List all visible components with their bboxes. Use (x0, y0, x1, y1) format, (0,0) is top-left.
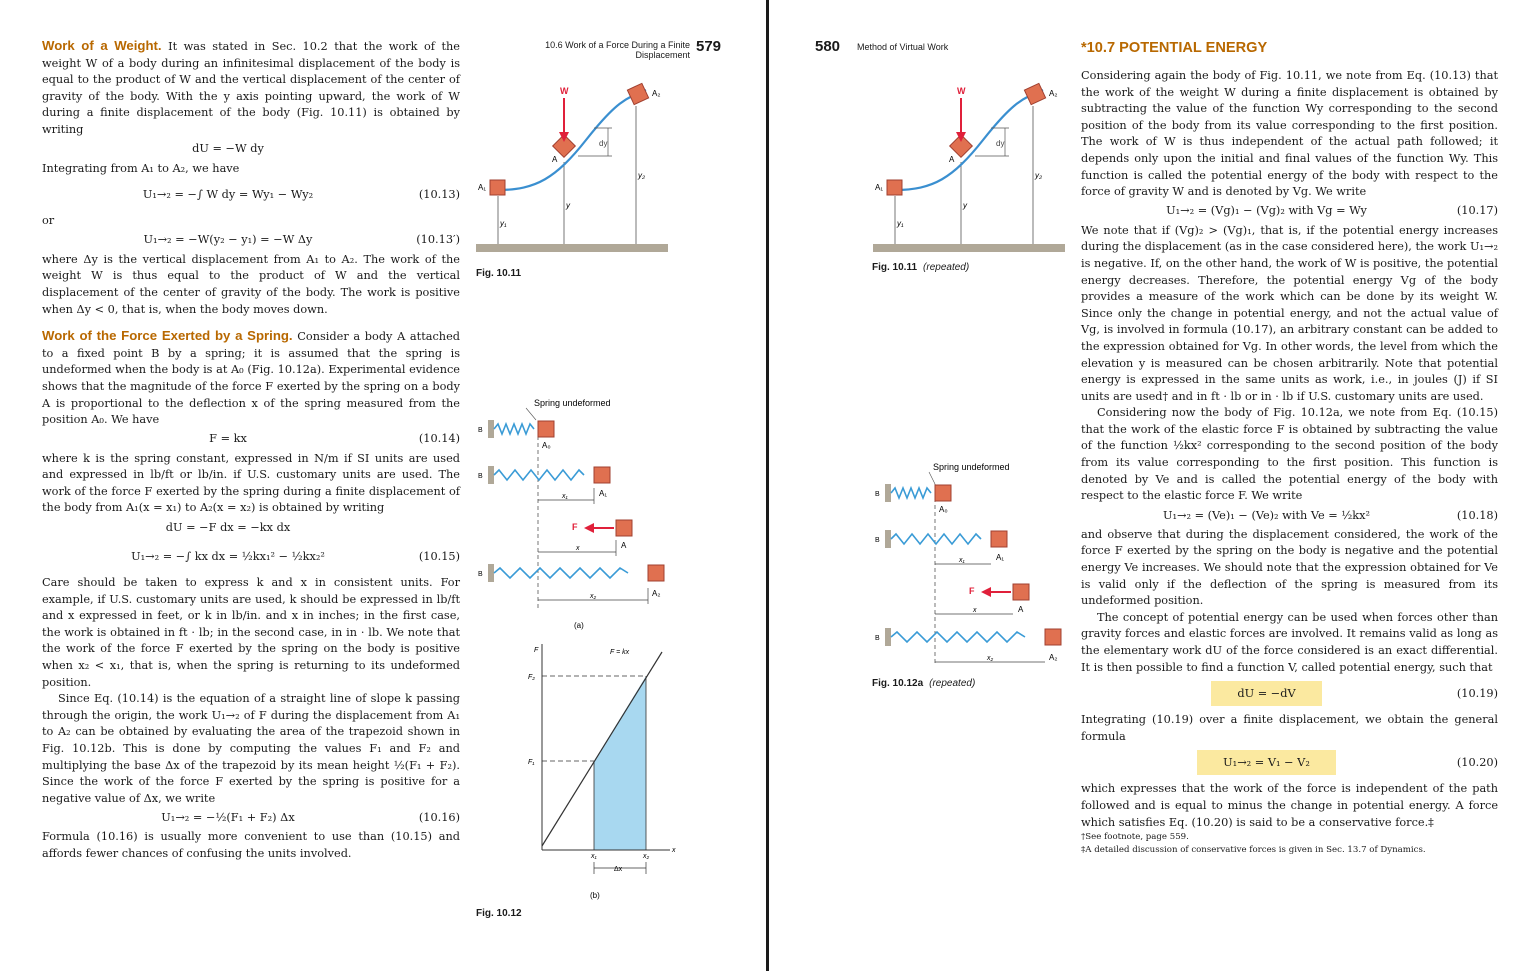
block-a1 (887, 180, 902, 195)
figure-caption (476, 908, 522, 919)
label-a: A (1018, 605, 1024, 614)
text: It was stated in Sec. 10.2 that the work of the weight W of a body during an infinitesimal displacement of the body is equal to the product of W and the vertical displacement of the center of gravity of the body. With the y axis pointing upward, the work of W during a finite displacement of the body (Fig. 10.11) is obtained by writing (42, 40, 460, 136)
label-b: B (478, 571, 483, 578)
label-x-axis: x (672, 847, 676, 854)
label-f1: F₁ (528, 759, 535, 766)
label-y: y (566, 201, 570, 210)
label-f: F (572, 522, 578, 532)
path-curve (498, 90, 646, 190)
right-text-column (1081, 38, 1498, 857)
label-line: F = kx (610, 649, 630, 656)
label-b: B (875, 537, 880, 544)
paragraph: Care should be taken to express k and x in consistent units. For example, if U.S. customary units are used, k should be expressed in lb/ft and x expressed in feet, or k in lb/in. and x in inches; in the first case, the work is obtained in ft · lb; in the second case, in in · lb. We note that the work of the force F exerted by the spring on the body is positive when x₂ < x₁, that is, when the spring is returning to its undeformed position. (42, 576, 460, 689)
work-area (594, 676, 646, 850)
equation-body (1081, 686, 1452, 703)
label-x2: x₂ (987, 655, 994, 662)
leader-line (526, 408, 536, 420)
paragraph: Formula (10.16) is usually more convenient to use than (10.15) and affords fewer chances of confusing the units involved. (42, 830, 460, 860)
paragraph: Since Eq. (10.14) is the equation of a straight line of slope k passing through the origin, the work U₁→₂ of F during the displacement from A₁ to A₂ can be obtained by evaluating the area of the trapezoid shown in Fig. 10.12b. This is done by computing the values F₁ and F₂ and multiplying the base Δx of the trapezoid by its mean height ½(F₁ + F₂). Since the work of the force F exerted by the spring is positive for a negative value of Δx, we write (42, 692, 460, 805)
equation-body: U₁→₂ = (Ve)₁ − (Ve)₂ with Ve = ½kx² (1162, 508, 1371, 522)
equation (42, 230, 460, 252)
footnote: ‡A detailed discussion of conservative forces is given in Sec. 13.7 of Dynamics. (1081, 845, 1426, 856)
equation (42, 429, 460, 451)
equation-body: dU = −F dx = −kx dx (165, 520, 291, 534)
figure-caption (872, 262, 969, 273)
label-a1: A₁ (875, 183, 884, 192)
equation-number: (10.17) (1456, 204, 1498, 218)
leader-line (929, 472, 935, 484)
spring (891, 632, 1025, 642)
label-f2: F₂ (528, 674, 535, 681)
force-arrowhead (981, 587, 991, 597)
label-a: A (949, 155, 955, 164)
label-sub-b: (b) (590, 891, 600, 900)
paragraph: which expresses that the work of the force is independent of the path followed and is equal to minus the change in potential energy. A force which satisfies Eq. (10.20) is said to be a conservative force.‡ (1081, 782, 1498, 829)
left-page (0, 0, 766, 971)
label-a2: A₂ (1049, 89, 1058, 98)
label-x2: x₂ (643, 853, 650, 860)
left-text-column (42, 38, 460, 863)
label-x1: x₁ (591, 853, 597, 860)
figure-10-11 (476, 68, 672, 268)
block-a1 (490, 180, 505, 195)
equation (1081, 201, 1498, 223)
equation-body: F = kx (209, 432, 247, 446)
equation-body: U₁→₂ = −½(F₁ + F₂) Δx (161, 811, 295, 825)
label-y2: y₂ (638, 171, 646, 180)
equation (42, 807, 460, 829)
heading-work-of-spring: Work of the Force Exerted by a Spring. (42, 328, 293, 344)
label-dy: dy (599, 139, 608, 148)
spring (891, 488, 931, 498)
figure-10-12b (520, 640, 680, 860)
paragraph: and observe that during the displacement considered, the work of the force F exerted by the spring on the body is negative and the potential energy Ve increases. We should note that the expression obtained for Ve is valid only if the deflection of the spring is measured from its undeformed position. (1081, 527, 1498, 608)
label-y: y (963, 201, 967, 210)
equation-body (1081, 755, 1452, 772)
equation-number: (10.13′) (416, 233, 460, 247)
label-a2: A₂ (652, 89, 661, 98)
block-a2 (627, 83, 648, 104)
spring (494, 424, 534, 434)
footnote: †See footnote, page 559. (1081, 832, 1189, 843)
label-a1: A₁ (996, 553, 1005, 562)
label-b: B (478, 473, 483, 480)
spring (494, 568, 628, 578)
label-a2: A₂ (1049, 653, 1058, 662)
wall-b (885, 628, 891, 646)
figure-10-12a (476, 392, 676, 632)
page-number: 580 (815, 38, 841, 55)
figure-caption (872, 678, 975, 689)
paragraph: Integrating (10.19) over a finite displacement, we obtain the general formula (1081, 713, 1498, 743)
equation-body: U₁→₂ = −∫ kx dx = ½kx₁² − ½kx₂² (131, 549, 325, 563)
label-b: B (875, 491, 880, 498)
figure-caption (476, 268, 521, 279)
label-y1: y₁ (897, 219, 904, 228)
paragraph: Considering again the body of Fig. 10.11, we note from Eq. (10.13) that the work of the weight W during a finite displacement is obtained by subtracting the value of the function Wy corresponding to the second position of the body from its value corresponding to the first position. The work of W is thus independent of the actual path followed; it depends only upon the initial and final values of the function Wy. This function is called the potential energy of the body with respect to the force of gravity W and is denoted by Vg. We write (1081, 69, 1498, 199)
right-page (769, 0, 1536, 971)
label-x2: x₂ (590, 593, 597, 600)
wall-b (488, 564, 494, 582)
figure-repeated-note: (repeated) (929, 678, 976, 689)
force-arrowhead (584, 523, 594, 533)
equation-number: (10.13) (418, 187, 460, 201)
spring (891, 534, 981, 544)
label-f: F (969, 586, 975, 596)
equation-highlighted (1081, 676, 1498, 712)
equation-body: dU = −W dy (192, 142, 264, 156)
equation (42, 517, 460, 539)
label-x: x (576, 545, 580, 552)
equation-number: (10.20) (1456, 756, 1498, 770)
path-curve (895, 90, 1043, 190)
label-a1: A₁ (599, 489, 608, 498)
label-x1: x₁ (959, 557, 965, 564)
label-b: B (875, 635, 880, 642)
label-spring-undeformed: Spring undeformed (534, 398, 611, 408)
equation-body: U₁→₂ = −W(y₂ − y₁) = −W Δy (143, 233, 313, 247)
equation (42, 539, 460, 575)
label-x1: x₁ (562, 493, 568, 500)
equation-body: U₁→₂ = (Vg)₁ − (Vg)₂ with Vg = Wy (1166, 204, 1367, 218)
block-a2 (1045, 629, 1061, 645)
label-w: W (957, 86, 966, 96)
figure-10-11-repeated (873, 68, 1069, 268)
figure-label: Fig. 10.11 (476, 268, 522, 279)
label-w: W (560, 86, 569, 96)
running-title: 10.6 Work of a Force During a Finite Displacement (545, 40, 690, 60)
wall-b (885, 484, 891, 502)
paragraph: We note that if (Vg)₂ > (Vg)₁, that is, if the potential energy increases during the displacement (as in the case considered here), the work U₁→₂ is negative. If, on the other hand, the work of W is positive, the potential energy decreases. Therefore, the potential energy Vg of the body provides a measure of the work which can be done by its weight W. Since only the change in potential energy, and not the actual value of Vg, is involved in formula (10.17), an arbitrary constant can be added to the expression obtained for Vg. In other words, the level from which the elevation y is measured can be chosen arbitrarily. Note that potential energy is expressed in the same units as work, i.e., in joules (J) if SI units are used† and in ft · lb or in · lb if U.S. customary units are used. (1081, 223, 1498, 403)
ground (476, 244, 668, 252)
wall-b (885, 530, 891, 548)
label-b: B (478, 427, 483, 434)
figure-label: Fig. 10.12 (476, 908, 522, 919)
label-sub-a: (a) (574, 621, 584, 630)
figure-label: Fig. 10.11 (872, 262, 918, 273)
label-spring-undeformed: Spring undeformed (933, 462, 1010, 472)
label-dy: dy (996, 139, 1005, 148)
wall-b (488, 420, 494, 438)
equation-highlighted (1081, 745, 1498, 781)
label-dx: Δx (614, 866, 623, 873)
paragraph: where k is the spring constant, expressed in N/m if SI units are used and expressed in lb/ft or lb/in. if U.S. customary units are used. The work of the force F exerted by the spring during a finite displacement of the body from A₁(x = x₁) to A₂(x = x₂) is obtained by writing (42, 451, 460, 515)
block-a2 (1024, 83, 1045, 104)
equation-number: (10.14) (418, 432, 460, 446)
label-a0: A₀ (939, 505, 948, 514)
equation (42, 139, 460, 161)
label-a0: A₀ (542, 441, 551, 450)
paragraph (42, 328, 460, 429)
paragraph: The concept of potential energy can be used when forces other than gravity forces and elastic forces are involved. It remains valid as long as the elementary work dU of the force considered is an exact differential. It is then possible to find a function V, called potential energy, such that (1081, 610, 1498, 674)
equation-number: (10.19) (1456, 686, 1498, 700)
equation (1081, 505, 1498, 527)
equation-number: (10.18) (1456, 508, 1498, 522)
ground (873, 244, 1065, 252)
label-a2: A₂ (652, 589, 661, 598)
label-a: A (621, 541, 627, 550)
heading-work-of-weight: Work of a Weight. (42, 38, 162, 53)
equation-text: U₁→₂ = V₁ − V₂ (1197, 750, 1336, 775)
label-a: A (552, 155, 558, 164)
equation-body: U₁→₂ = −∫ W dy = Wy₁ − Wy₂ (142, 187, 314, 201)
equation-number: (10.15) (418, 549, 460, 563)
text: Consider a body A attached to a fixed point B by a spring; it is assumed that the spring is undeformed when the body is at A₀ (Fig. 10.12a). Experimental evidence shows that the magnitude of the force F exerted by the spring on a body A is proportional to the deflection x of the spring measured from the position A₀. We have (42, 330, 460, 427)
label-x: x (973, 607, 977, 614)
block-a2 (648, 565, 664, 581)
equation (42, 177, 460, 213)
page-number: 579 (696, 38, 722, 55)
label-y2: y₂ (1035, 171, 1043, 180)
block-a (1013, 584, 1029, 600)
equation-text: dU = −dV (1211, 681, 1321, 706)
figure-repeated-note: (repeated) (923, 262, 970, 273)
wall-b (488, 466, 494, 484)
label-f-axis: F (534, 647, 539, 654)
paragraph: Integrating from A₁ to A₂, we have (42, 161, 240, 175)
paragraph (42, 38, 460, 139)
section-title: *10.7 POTENTIAL ENERGY (1081, 40, 1268, 56)
paragraph: where Δy is the vertical displacement from A₁ to A₂. The work of the weight W is thus equal to the product of W and the vertical displacement of the center of gravity of the body. The work is positive when Δy < 0, that is, when the body moves down. (42, 252, 460, 316)
running-title: Method of Virtual Work (857, 42, 949, 52)
block-a0 (935, 485, 951, 501)
figure-10-12a-repeated (873, 456, 1073, 676)
spring (494, 470, 584, 480)
equation-number: (10.16) (418, 811, 460, 825)
block-a1 (594, 467, 610, 483)
label-a1: A₁ (478, 183, 487, 192)
paragraph: Considering now the body of Fig. 10.12a, we note from Eq. (10.15) that the work of the elastic force F is obtained by subtracting the value of the function ½kx² corresponding to the second position of the body from its value corresponding to the first position. This function is denoted by Ve and is called the potential energy of the body with respect to the elastic force F. We write (1081, 406, 1498, 503)
figure-10-12b-labels (520, 850, 680, 910)
figure-label: Fig. 10.12a (872, 678, 924, 689)
block-a0 (538, 421, 554, 437)
paragraph: or (42, 214, 55, 228)
label-y1: y₁ (500, 219, 507, 228)
block-a1 (991, 531, 1007, 547)
block-a (616, 520, 632, 536)
